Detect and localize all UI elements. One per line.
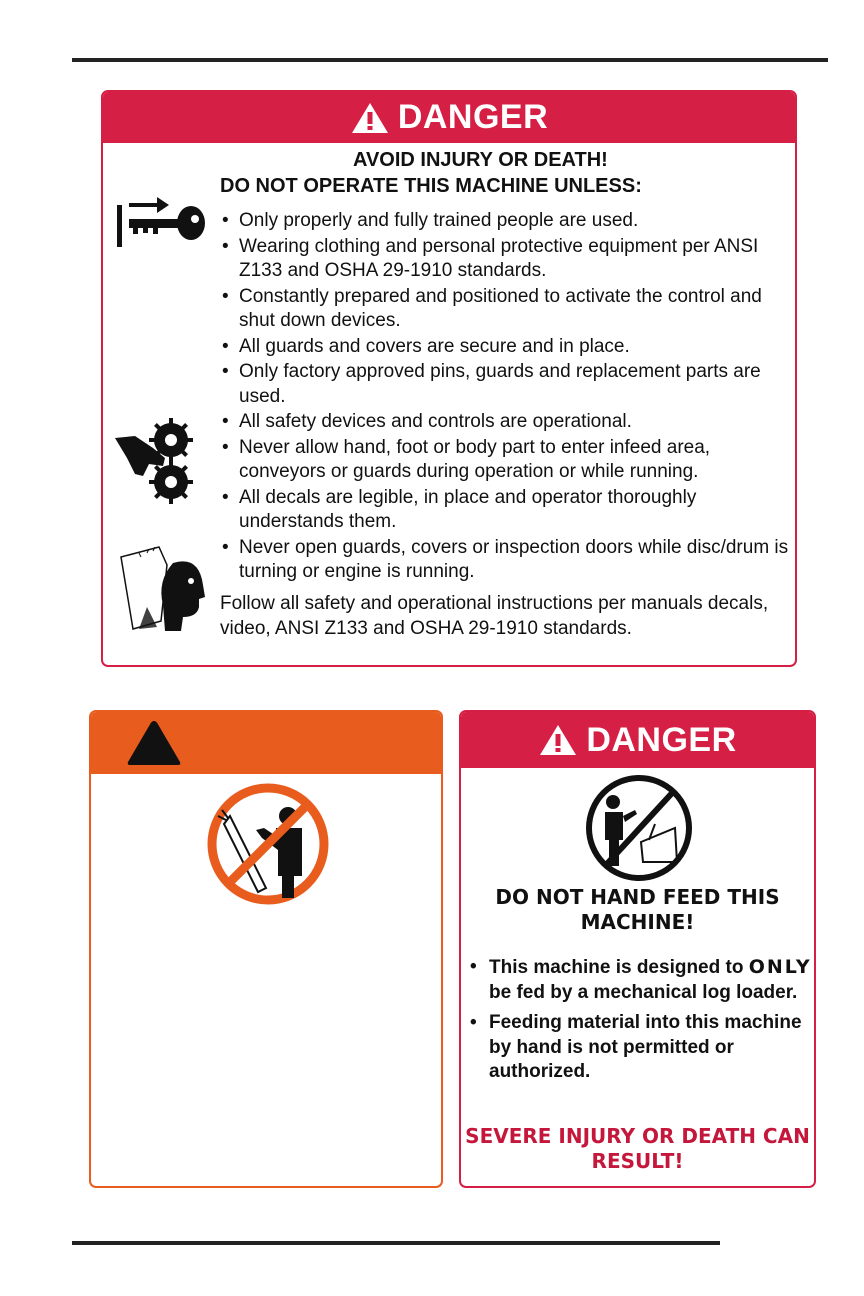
danger-panel-hand-feed: [459, 710, 816, 1188]
danger-label: DANGER: [586, 720, 737, 759]
top-rule: [72, 58, 828, 62]
danger-header: [461, 712, 814, 768]
list-item: • Only factory approved pins, guards and replacement parts are used.: [222, 361, 761, 407]
list-item: • All decals are legible, in place and operator thoroughly understands them.: [222, 486, 697, 532]
warning-triangle-icon: [125, 718, 183, 768]
list-item: • Never open guards, covers or inspection doors while disc/drum is turning or engine is running.: [222, 536, 789, 582]
danger-label: DANGER: [397, 98, 549, 136]
danger-header: [103, 92, 795, 143]
hand-feed-list: [469, 955, 814, 1091]
list-item: • This machine is designed to ONLY be fed by a mechanical log loader.: [470, 956, 812, 1003]
safety-instructions-footer: Follow all safety and operational instructions per manuals decals, video, ANSI Z133 and OSHA 29-1910 standards.: [220, 593, 769, 639]
list-item: • All guards and covers are secure and in place.: [222, 335, 630, 357]
list-item: • Wearing clothing and personal protective equipment per ANSI Z133 and OSHA 29-1910 standards.: [222, 235, 759, 281]
operating-conditions-list: [220, 209, 790, 586]
avoid-injury-heading: AVOID INJURY OR DEATH!: [353, 149, 608, 171]
warning-triangle-icon: [538, 723, 578, 757]
do-not-operate-heading: DO NOT OPERATE THIS MACHINE UNLESS:: [220, 175, 642, 197]
head-hazard-icon: [117, 545, 207, 635]
no-hand-feed-pictogram: [583, 774, 695, 882]
only-emphasis: ONLY: [748, 956, 812, 978]
list-item: • Feeding material into this machine by hand is not permitted or authorized.: [470, 1012, 802, 1082]
list-item: • Constantly prepared and positioned to activate the control and shut down devices.: [222, 285, 762, 331]
list-item: • Never allow hand, foot or body part to enter infeed area, conveyors or guards during operation or while running.: [222, 436, 711, 482]
warning-header: [91, 712, 441, 774]
list-item: • Only properly and fully trained people are used.: [222, 210, 639, 231]
bottom-rule: [72, 1241, 720, 1245]
no-hand-feeding-pictogram: [204, 780, 332, 908]
key-lockout-icon: [115, 189, 210, 249]
warning-panel: [89, 710, 443, 1188]
severe-injury-warning: SEVERE INJURY OR DEATH CAN RESULT!: [465, 1124, 810, 1173]
danger-panel-main: [101, 90, 797, 667]
hand-feed-title: DO NOT HAND FEED THIS MACHINE!: [495, 885, 780, 934]
list-item: • All safety devices and controls are operational.: [222, 411, 632, 432]
hand-in-gears-icon: [113, 414, 208, 506]
warning-triangle-icon: [350, 101, 390, 135]
